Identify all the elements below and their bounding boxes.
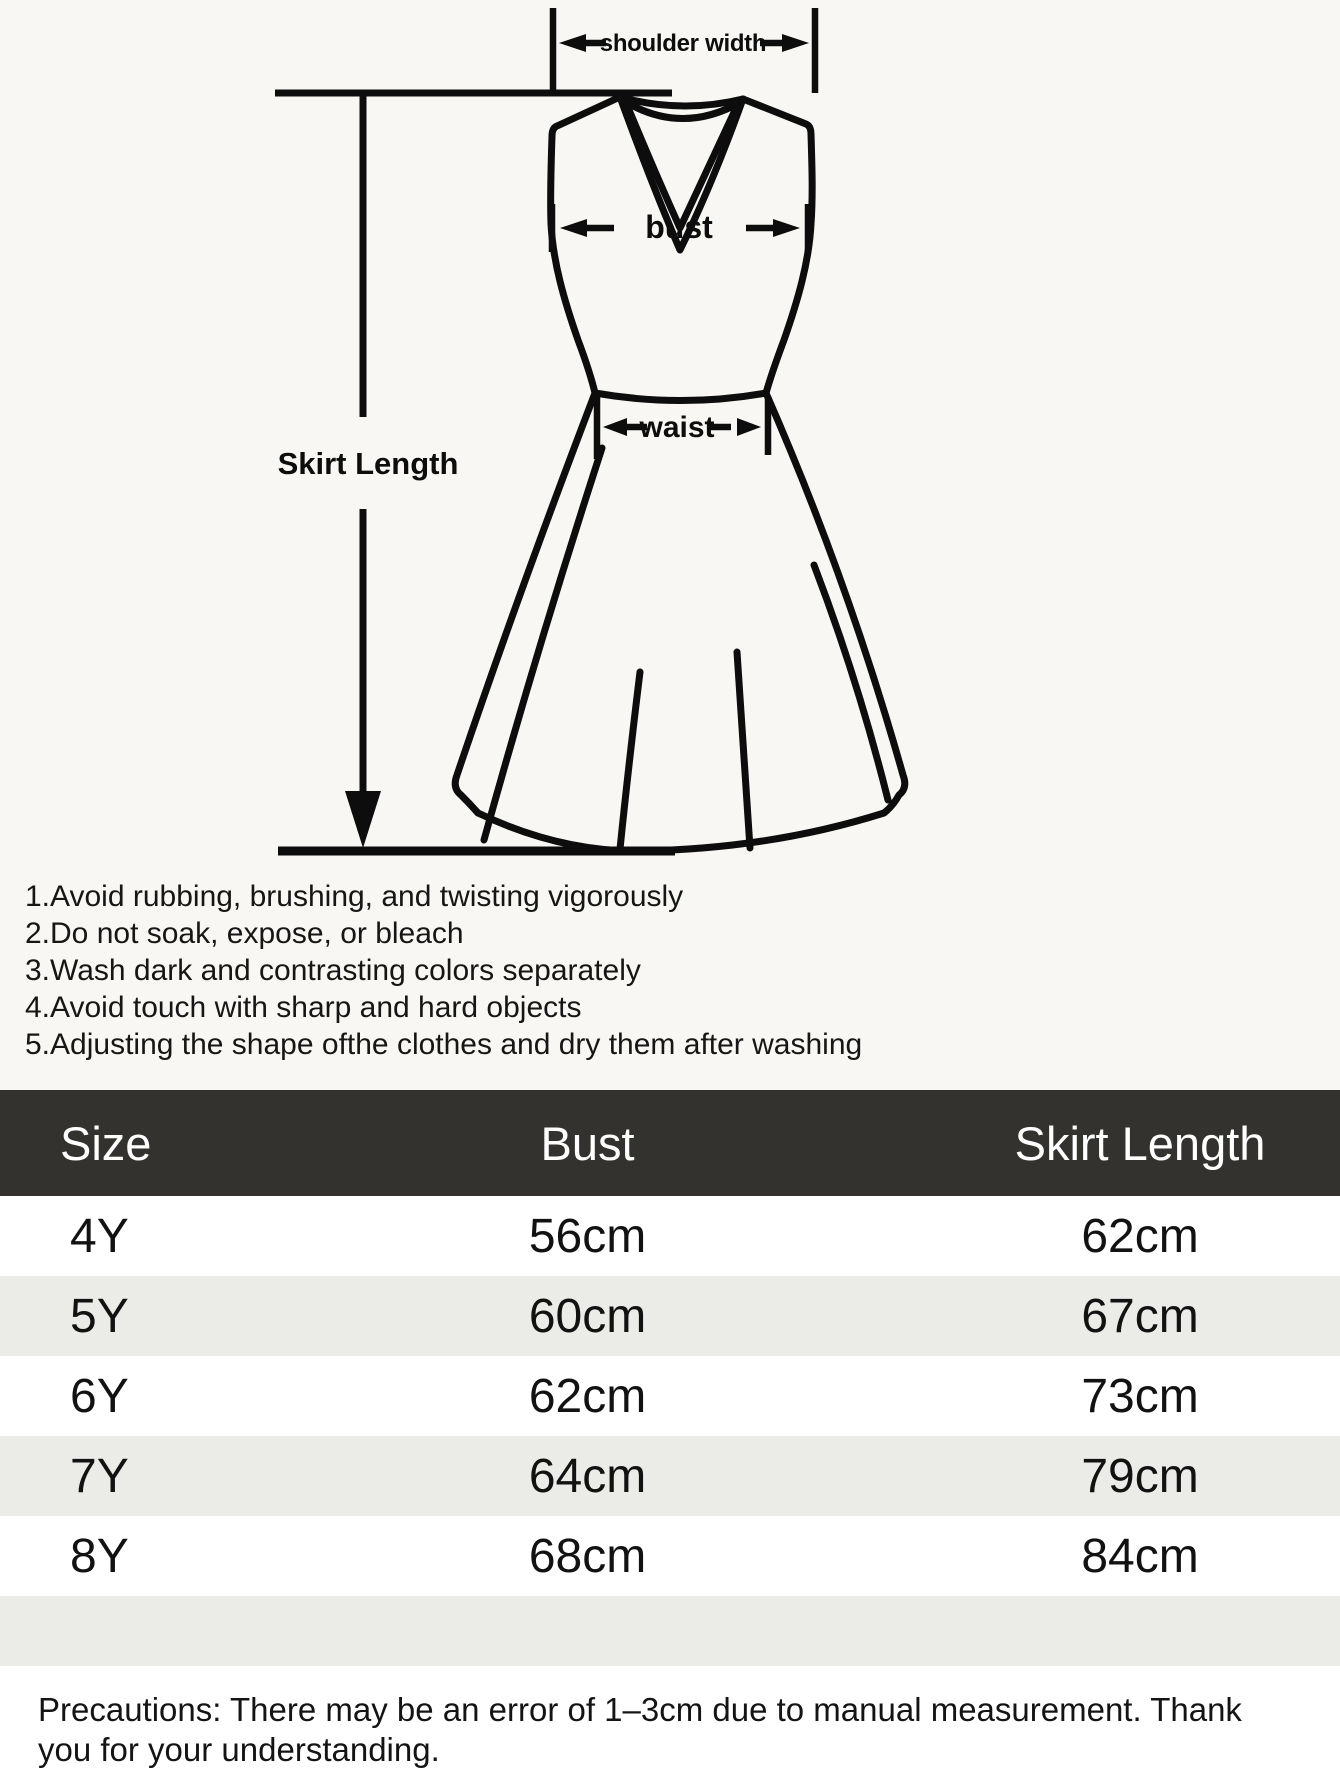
arrow-down-icon	[345, 791, 381, 848]
precautions-note: Precautions: There may be an error of 1–3cm due to manual measurement. Thank you for your understanding.	[38, 1691, 1242, 1768]
precautions-section	[0, 1666, 1340, 1785]
skirt-hem	[478, 813, 884, 851]
arrow-left-icon	[603, 418, 627, 436]
waist-label: waist	[639, 411, 715, 444]
arrow-right-icon	[773, 219, 800, 237]
table-row	[0, 1196, 1340, 1276]
skirt-fold-center-right	[737, 652, 750, 848]
table-row	[0, 1276, 1340, 1356]
cell-skirt-length: 62cm	[1081, 1209, 1199, 1263]
size-table	[0, 1090, 1340, 1666]
waist-measure	[597, 397, 768, 459]
size-table-header-skirt-length: Skirt Length	[1014, 1116, 1266, 1170]
care-instruction-item: 2.Do not soak, expose, or bleach	[25, 917, 464, 950]
cell-bust: 62cm	[528, 1369, 647, 1423]
size-table-header-row	[0, 1090, 1340, 1196]
dress-right-side	[743, 99, 812, 393]
skirt-length-label: Skirt Length	[277, 446, 459, 481]
dress-waist-seam	[595, 393, 766, 401]
shoulder-width-label: shoulder width	[599, 30, 767, 57]
cell-skirt-length: 84cm	[1081, 1529, 1199, 1583]
shoulder-width-measure	[553, 8, 815, 93]
cell-size: 4Y	[70, 1209, 129, 1263]
cell-size: 7Y	[70, 1449, 129, 1503]
cell-size: 8Y	[70, 1529, 129, 1583]
cell-skirt-length: 67cm	[1081, 1289, 1199, 1343]
cell-bust: 60cm	[528, 1289, 647, 1343]
arrow-left-icon	[559, 34, 586, 52]
size-table-header-size: Size	[60, 1116, 152, 1170]
skirt-length-measure	[275, 93, 675, 851]
skirt-fold-center-left	[620, 672, 640, 849]
arrow-right-icon	[782, 34, 809, 52]
bust-measure	[552, 204, 808, 252]
arrow-right-icon	[737, 418, 761, 436]
dress-left-side	[551, 97, 620, 393]
arrow-left-icon	[560, 219, 587, 237]
care-instruction-item: 4.Avoid touch with sharp and hard objects	[25, 991, 582, 1024]
skirt-right-edge	[766, 393, 905, 813]
cell-size: 6Y	[70, 1369, 129, 1423]
cell-bust: 56cm	[528, 1209, 647, 1263]
table-row	[0, 1356, 1340, 1436]
cell-bust: 64cm	[528, 1449, 647, 1503]
care-instructions	[25, 878, 1125, 1063]
care-instruction-item: 1.Avoid rubbing, brushing, and twisting vigorously	[25, 880, 684, 913]
dress-neck-band-top	[620, 97, 743, 106]
cell-bust: 68cm	[528, 1529, 647, 1583]
cell-skirt-length: 73cm	[1081, 1369, 1199, 1423]
care-instruction-item: 5.Adjusting the shape ofthe clothes and dry them after washing	[25, 1028, 863, 1061]
table-row-empty	[0, 1596, 1340, 1666]
cell-skirt-length: 79cm	[1081, 1449, 1199, 1503]
cell-size: 5Y	[70, 1289, 129, 1343]
table-row	[0, 1516, 1340, 1596]
care-instruction-item: 3.Wash dark and contrasting colors separately	[25, 954, 641, 987]
bust-label: bust	[645, 209, 713, 245]
dress-measurement-diagram	[0, 0, 1340, 876]
skirt-left-edge	[455, 393, 595, 813]
size-table-header-bust: Bust	[540, 1116, 635, 1170]
table-row	[0, 1436, 1340, 1516]
